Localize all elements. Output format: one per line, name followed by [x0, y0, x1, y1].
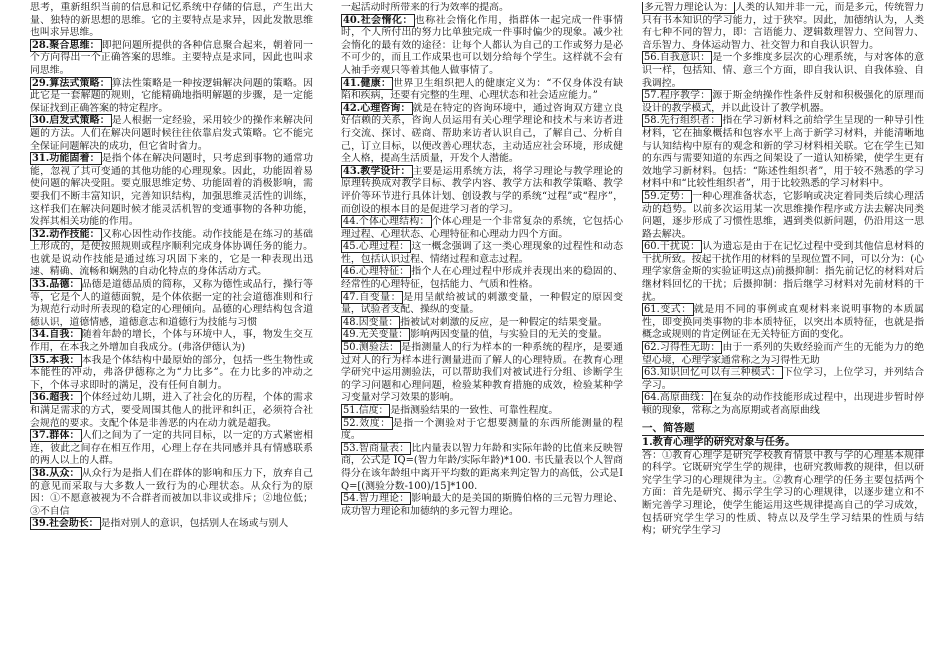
glossary-definition: 就是用不同的事例或直观材料来说明事物的本质属性，即变换同类事物的非本质特征，以突出本质特征，也就是指概念或规则的肯定例证在无关特征方面的变化。: [642, 304, 924, 341]
glossary-entry: [341, 166, 623, 216]
glossary-term: 60.干扰说：: [644, 241, 701, 253]
glossary-entry: [30, 468, 313, 518]
glossary-entry: [642, 304, 924, 342]
glossary-definition: 影响最大的是美国的斯腾伯格的三元智力理论、成功智力理论和加德纳的多元智力理论。: [341, 493, 623, 517]
glossary-entry: [30, 430, 313, 468]
glossary-term: 63.知识回忆可以有三种模式：: [644, 367, 781, 379]
glossary-entry: [642, 52, 924, 90]
glossary-entry: [642, 115, 924, 191]
glossary-entry: [341, 78, 623, 103]
glossary-definition: 随着年龄的增长，个体与环境中人，事，物发生交互作用，在本我之外增加自我成分。(弗洛伊德认为): [30, 329, 313, 354]
glossary-definition: 这一概念强调了这一类心理现象的过程性和动态性，包括认识过程、情绪过程和意志过程。: [341, 241, 623, 265]
glossary-term: 62.习得性无助：: [644, 342, 721, 354]
glossary-term: 40.社会惰化：: [343, 14, 413, 26]
glossary-entry: [341, 292, 623, 317]
glossary-definition: 品德是道德品质的简称，又称为德性或品行，操行等等，它是个人的道德面貌，是个体依据一定的社会道德准则和行为规范行动时所表现的稳定的心理倾向。品德的心理结构包含道德认识，道德情感，道德意志和道德行为技能与习惯: [30, 279, 313, 328]
glossary-definition: 是指测验结果的一致性、可靠性程度。: [390, 405, 559, 416]
glossary-definition: 人们之间为了一定的共同目标，以一定的方式紧密相连，彼此之间存在相互作用，心理上存在共同感并具有情感联系的两人以上的人群。: [30, 430, 313, 467]
glossary-term: 45.心理过程：: [343, 241, 410, 253]
glossary-entry: [341, 443, 623, 493]
glossary-definition: 又称心因性动作技能。动作技能是在练习的基础上形成的，是使按照规则或程序顺利完成身体协调任务的能力。也就是说动作技能是通过练习巩固下来的，它是一种表现出迅速、精确、流畅和娴熟的自动化特点的身体活动方式。: [30, 228, 313, 278]
glossary-term: 36.超我：: [32, 392, 80, 404]
glossary-entry: [341, 15, 623, 78]
glossary-entry: [30, 279, 313, 329]
glossary-entry: [341, 342, 623, 405]
glossary-definition: 即把问题所提供的各种信息聚合起来，朝着同一个方向得出一个正确答案的思维。主要特点是求同，因此也叫求同思维。: [30, 39, 313, 76]
glossary-entry: [341, 493, 623, 518]
qa-list: [642, 436, 924, 538]
glossary-definition: 本我是个体结构中最原始的部分，包括一些生物性或本能性的冲动，弗洛伊德称之为“力比多”。在力比多的冲动之下，个体寻求即时的满足，没有任何自制力。: [30, 354, 313, 391]
glossary-term: 64.高原曲线：: [644, 392, 711, 404]
glossary-definition: 源于斯金纳操作性条件反射和积极强化的原理而设计的教学模式，并以此设计了教学机器。: [642, 90, 924, 114]
glossary-term: 59.定势：: [644, 190, 691, 202]
glossary-term: 32.动作技能：: [32, 228, 100, 240]
column-right-entries: [642, 2, 924, 418]
glossary-definition: 主要是运用系统方法，将学习理论与教学理论的原理转换成对教学目标、教学内容、教学方法和教学策略、教学评价等环节进行具体计划、创设教与学的系统“过程”或“程序”，而创设的根本目的是促进学习者的学习。: [341, 165, 623, 215]
glossary-term: 34.自我：: [32, 329, 80, 341]
glossary-term: 41.健康：: [343, 77, 392, 89]
glossary-entry: [30, 355, 313, 393]
glossary-definition: 是一个多维度多层次的心理系统，与对客体的意识一样，包括知、情、意三个方面，即自我认识、自我体验、自我调控。: [642, 52, 924, 89]
glossary-definition: 影响两因变量的值，与实验目的无关的变量。: [410, 329, 608, 341]
glossary-term: 39.社会助长：: [32, 518, 99, 530]
glossary-definition: 下位学习，上位学习，并列结合学习。: [642, 367, 924, 391]
glossary-definition: 个体心理是一个非常复杂的系统，它包括心理过程、心理状态、心理特征和心理动力四个方面。: [341, 216, 623, 240]
glossary-entry: [30, 518, 313, 531]
glossary-term: 42.心理咨询：: [343, 102, 411, 114]
glossary-definition: 世界卫生组织把人的健康定义为：“不仅身体没有缺陷和疾病，还要有完整的生理、心理状态和社会适应能力。”: [341, 77, 623, 102]
glossary-entry: [341, 103, 623, 166]
glossary-definition: 也称社会惰化作用，指群体一起完成一件事情时，个人所付出的努力比单独完成一件事时偏少的现象。减少社会惰化的最有效的途径：让每个人都认为自己的工作或努力是必不可少的，而且工作成果也可以划分给每个学生。这样就不会有人袖手旁观只等着其他人做事情了。: [341, 14, 623, 76]
glossary-term: 38.从众：: [32, 467, 80, 479]
glossary-entry: [341, 241, 623, 266]
glossary-definition: 就是在特定的咨询环境中，通过咨询双方建立良好信赖的关系，咨询人员运用有关心理学理论和技术与来访者进行交流、探讨、磋商、帮助来访者认识自己，了解自己、分析自己，订立目标，以便改善心理状态，主动适应社会环境，形成健全人格，提高生活质量，开发个人潜能。: [341, 102, 623, 165]
glossary-entry: [30, 115, 313, 153]
glossary-entry: [642, 392, 924, 417]
glossary-term: 46.心理特征：: [343, 266, 410, 278]
glossary-entry: [341, 405, 623, 418]
question-title: 1.教育心理学的研究对象与任务。: [642, 436, 924, 450]
glossary-term: 50.测验法：: [343, 342, 400, 354]
glossary-term: 58.先行组织者：: [644, 115, 721, 127]
glossary-entry: [341, 266, 623, 291]
section-heading: 一、简答题: [642, 422, 924, 436]
glossary-entry: [30, 2, 313, 40]
glossary-definition: 指被试对刺激的反应，是一种假定的结果变量。: [400, 316, 608, 328]
glossary-entry: [30, 229, 313, 279]
glossary-definition: 是指一个测验对于它想要测量的东西所能测量的程度。: [341, 417, 623, 442]
glossary-entry: [642, 342, 924, 367]
glossary-term: 29.算法式策略：: [32, 77, 110, 89]
glossary-entry: [341, 216, 623, 241]
glossary-definition: 指在学习新材料之前给学生呈现的一种导引性材料，它在抽象概括和包容水平上高于新学习材料，并能清晰地与认知结构中原有的观念和新的学习材料相关联。它在学生已知的东西与需要知道的东西之间架设了一道认知桥梁，使学生更有效地学习新材料。包括：“陈述性组织者”，用于较不熟悉的学习材料中和“比较性组织者”，用于比较熟悉的学习材料中。: [642, 115, 924, 190]
glossary-definition: 由于一系列的失败经验而产生的无能为力的绝望心境，心理学家通常称之为习得性无助: [642, 342, 924, 366]
glossary-term: 56.自我意识：: [644, 52, 711, 64]
glossary-term: 30.启发式策略：: [32, 115, 110, 127]
glossary-entry: [30, 78, 313, 116]
glossary-term: 44.个体心理结构：: [343, 216, 430, 228]
glossary-definition: 算法性策略是一种按逻辑解决问题的策略。因此它是一套解题的规则，它能精确地指明解题的步骤，是一定能保证找到正确答案的特定程序。: [30, 77, 313, 114]
glossary-term: 多元智力理论认为：: [644, 2, 734, 13]
glossary-definition: 一起活动时所带来的行为效率的提高。: [341, 2, 509, 13]
glossary-definition: 个体经过幼儿期，进入了社会化的历程，个体的需求和满足需求的方式，要受周围其他人的批评和纠正，必须符合社会规范的要求。支配个体是非善恶的内在动力就是超我。: [30, 392, 313, 429]
glossary-term: 61.变式：: [644, 304, 692, 316]
glossary-definition: 是指个体在解决问题时，只考虑到事物的通常功能，忽视了其可变通的其他功能的心理现象。因此，功能固着易使问题的解决受阻。要克服思维定势、功能固着的消极影响，需要我们不断丰富知识，完善知识结构，加强思维灵活性的训练，这样我们在解决问题时候才能灵活机智的变通事物的各种功能，发挥其相关功能的作用。: [30, 153, 313, 228]
glossary-term: 57.程序教学：: [644, 90, 711, 102]
glossary-entry: [642, 90, 924, 115]
answer-text: 答：①教育心理学是研究学校教育情景中教与学的心理基本规律的科学。它既研究学生学的规律，也研究教师教的规律，但以研究学生学习的心理规律为主。②教育心理学的任务主要包括两个方面：首先是研究、揭示学生学习的心理规律，以逐步建立和不断完善学习理论，使学生能运用这些规律提高自己的学习成效，包括研究学生学习的性质、特点以及学生学习结果的性质与结构；研究学生学习: [642, 449, 924, 537]
glossary-term: 43.教学设计：: [343, 165, 411, 177]
glossary-entry: [642, 2, 924, 52]
glossary-entry: [642, 367, 924, 392]
glossary-definition: 认为遗忘是由于在记忆过程中受到其他信息材料的干扰所致。按起干扰作用的材料的呈现位置不同，可以分为：(心理学家詹金斯的实验证明这点)前摄抑制：指先前记忆的材料对后继材料回忆的干扰；后摄抑制：指后继学习材料对先前材料的干扰。: [642, 241, 924, 303]
glossary-definition: 是用呈献给被试的刺激变量，一种假定的原因变量，试验者支配、操纵的变量。: [341, 291, 623, 316]
glossary-definition: 是指对别人的意识，包括别人在场或与别人: [100, 518, 289, 530]
column-middle: [341, 2, 623, 670]
glossary-term: 35.本我：: [32, 354, 80, 366]
glossary-entry: [642, 241, 924, 304]
glossary-term: 51.信度：: [343, 405, 389, 416]
glossary-definition: 是指测量人的行为样本的一种系统的程序，是要通过对人的行为样本进行测量进而了解人的心理特质。在教育心理学研究中运用测验法，可以帮助我们对被试进行分组、诊断学生的学习问题和心理问题，检验某种教育措施的成效，检验某种学习变量对学习效果的影响。: [341, 342, 623, 404]
glossary-term: 54.智力理论：: [343, 493, 410, 505]
glossary-term: 28.聚合思维：: [32, 39, 100, 51]
glossary-term: 47.自变量：: [343, 291, 402, 303]
column-left: [30, 2, 313, 670]
glossary-entry: [341, 2, 623, 15]
glossary-entry: [642, 191, 924, 241]
glossary-entry: [30, 392, 313, 430]
glossary-term: 33.品德：: [32, 279, 80, 291]
glossary-term: 52.效度：: [343, 417, 391, 429]
glossary-definition: 人类的认知并非一元，而是多元，传统智力只有书本知识的学习能力，过于狭窄。因此，加德纳认为，人类有七种不同的智力，即：言语能力、逻辑数理智力、空间智力、音乐智力、身体运动智力、社交智力和自我认识智力。: [642, 2, 924, 51]
glossary-term: 48.因变量：: [343, 316, 399, 328]
glossary-term: 31.功能固着：: [32, 153, 100, 165]
glossary-definition: 是人根据一定经验，采用较少的操作来解决问题的方法。人们在解决问题时候往往依靠启发式策略。它不能完全保证问题解决的成功，但它省时省力。: [30, 115, 313, 152]
glossary-definition: 指个人在心理过程中形成并表现出来的稳固的、经常性的心理特征，包括能力、气质和性格。: [341, 266, 623, 291]
glossary-definition: 在复杂的动作技能形成过程中，出现进步暂时停顿的现象，常称之为高原期或者高原曲线: [642, 392, 924, 416]
glossary-definition: 思考，重新组织当前的信息和记忆系统中存储的信息，产生出大量、独特的新思想的思维。它的主要特点是求异，因此发散思维也叫求异思维。: [30, 2, 313, 39]
glossary-definition: 从众行为是指人们在群体的影响和压力下，放弃自己的意见而采取与大多数人一致行为的心理状态。从众行为的原因：①不愿意被视为不合群者而被加以非议或排斥；②地位低；③不自信: [30, 467, 313, 517]
glossary-term: 37.群体：: [32, 430, 80, 442]
glossary-entry: [341, 418, 623, 443]
glossary-entry: [30, 153, 313, 229]
glossary-entry: [30, 329, 313, 354]
column-right: [642, 2, 924, 670]
glossary-definition: 比内量表以智力年龄和实际年龄的比值来反映智商，公式是 IQ=(智力年龄/实际年龄)*100. 韦氏量表以个人智商得分在该年龄组中离开平均数的距离来判定智力的高低，公式是IQ=[(测验分数-100)/15]*100.: [341, 442, 623, 492]
glossary-definition: 一种心理准备状态，它影响或决定着同类后续心理活动的趋势。以前多次运用某一次思维操作程序或方法去解决同类问题，逐步形成了习惯性思维，遇到类似新问题，仍沿用这一思路去解决。: [642, 190, 924, 240]
glossary-entry: [30, 40, 313, 78]
glossary-term: 49.无关变量：: [343, 329, 409, 341]
glossary-term: 53.智商量表：: [343, 442, 410, 454]
